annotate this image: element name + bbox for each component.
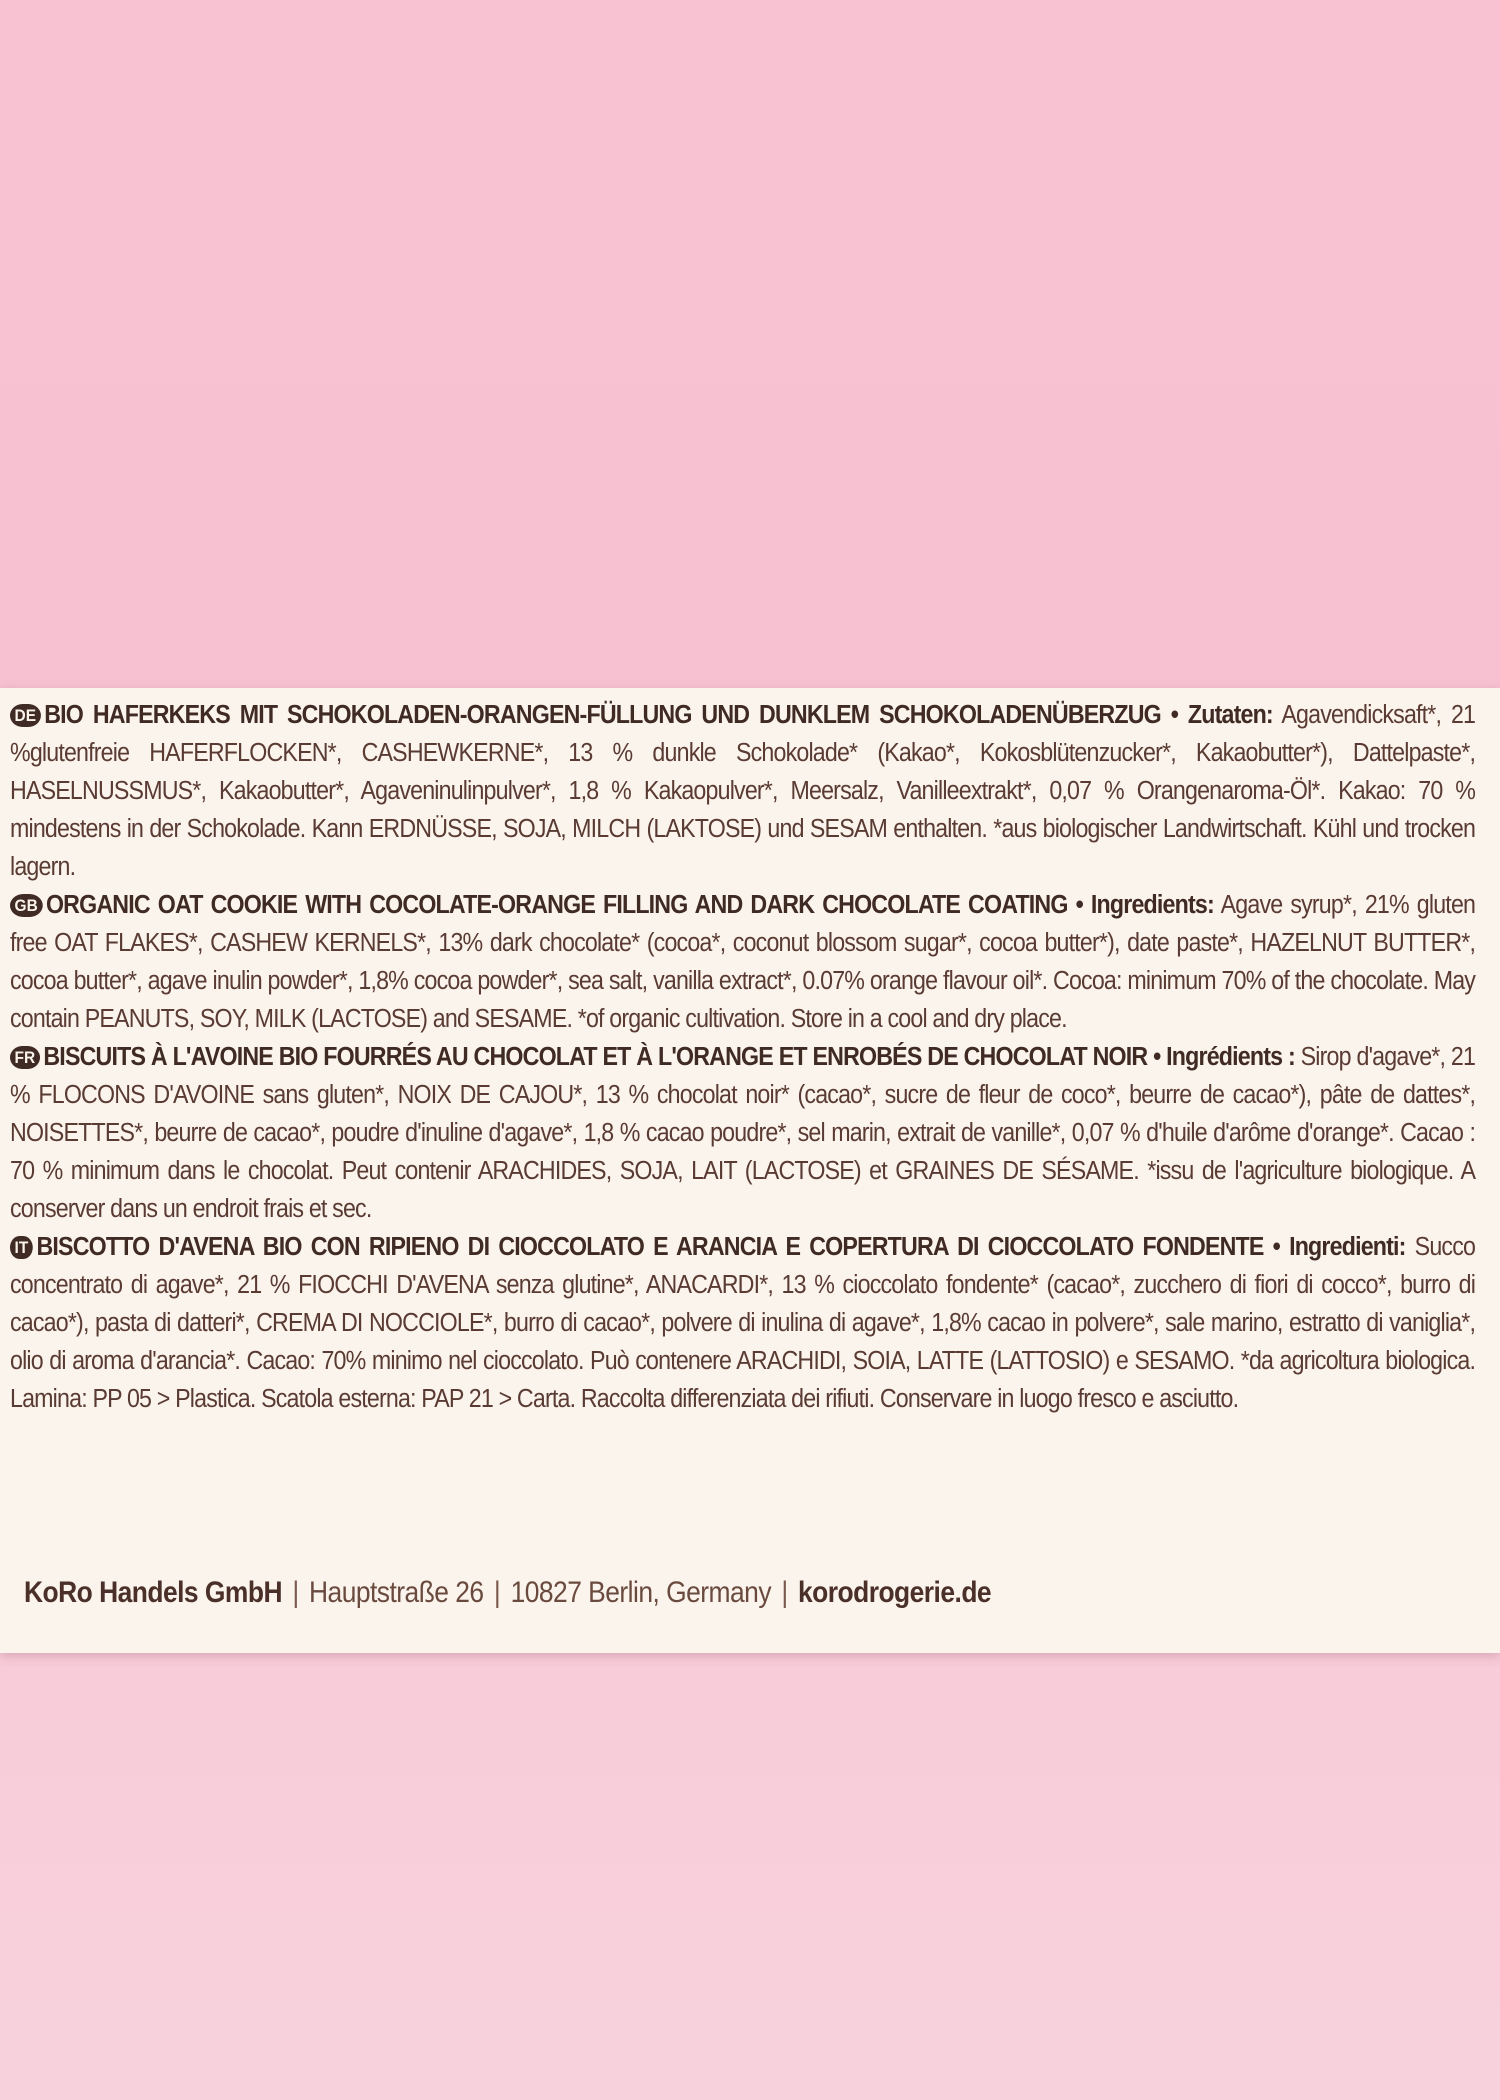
product-heading-gb: ORGANIC OAT COOKIE WITH COCOLATE-ORANGE FILLING AND DARK CHOCOLATE COATING	[45, 891, 1068, 919]
ingredients-label-it: Ingredienti:	[1289, 1233, 1406, 1261]
flag-badge-gb: GB	[10, 894, 42, 917]
ingredients-label-fr: Ingrédients :	[1166, 1043, 1295, 1071]
street-address: Hauptstraße 26	[308, 1576, 484, 1609]
product-heading-it: BISCOTTO D'AVENA BIO CON RIPIENO DI CIOCCOLATO E ARANCIA E COPERTURA DI CIOCCOLATO FONDENTE	[36, 1233, 1264, 1261]
ingredients-body-de: Agavendicksaft*, 21 %glutenfreie HAFERFLOCKEN*, CASHEWKERNE*, 13 % dunkle Schokolade* (Kakao*, Kokosblütenzucker*, Kakaobutter*), Dattelpaste*, HASELNUSSMUS*, Kakaobutter*, Agaveninulinpulver*, 1,8 % Kakaopulver*, Meersalz, Vanilleextrakt*, 0,07 % Orangenaroma-Öl*. Kakao: 70 % mindestens in der Schokolade. Kann ERDNÜSSE, SOJA, MILCH (LAKTOSE) und SESAM enthalten. *aus biologischer Landwirtschaft. Kühl und trocken lagern.	[10, 701, 1476, 881]
flag-badge-de: DE	[10, 704, 41, 727]
company-footer	[24, 1576, 991, 1610]
ingredients-body-fr: Sirop d'agave*, 21 % FLOCONS D'AVOINE sans gluten*, NOIX DE CAJOU*, 13 % chocolat noir* (cacao*, sucre de fleur de coco*, beurre de cacao*), pâte de dattes*, NOISETTES*, beurre de cacao*, poudre d'inuline d'agave*, 1,8 % cacao poudre*, sel marin, extrait de vanille*, 0,07 % d'huile d'arôme d'orange*. Cacao : 70 % minimum dans le chocolat. Peut contenir ARACHIDES, SOJA, LAIT (LACTOSE) et GRAINES DE SÉSAME. *issu de l'agriculture biologique. A conserver dans un endroit frais et sec.	[10, 1043, 1476, 1223]
company-name: KoRo Handels GmbH	[24, 1576, 282, 1609]
divider: |	[781, 1576, 788, 1609]
flag-badge-it: IT	[10, 1236, 33, 1259]
section-gb	[10, 886, 1475, 1038]
ingredients-label-gb: Ingredients:	[1090, 891, 1214, 919]
separator: •	[1170, 701, 1179, 729]
product-heading-de: BIO HAFERKEKS MIT SCHOKOLADEN-ORANGEN-FÜLLUNG UND DUNKLEM SCHOKOLADENÜBERZUG	[44, 701, 1161, 729]
divider: |	[292, 1576, 299, 1609]
divider: |	[493, 1576, 501, 1609]
ingredient-text-block	[10, 696, 1475, 1418]
ingredients-body-gb: Agave syrup*, 21% gluten free OAT FLAKES*, CASHEW KERNELS*, 13% dark chocolate* (cocoa*, coconut blossom sugar*, cocoa butter*), date paste*, HAZELNUT BUTTER*, cocoa butter*, agave inulin powder*, 1,8% cocoa powder*, sea salt, vanilla extract*, 0.07% orange flavour oil*. Cocoa: minimum 70% of the chocolate. May contain PEANUTS, SOY, MILK (LACTOSE) and SESAME. *of organic cultivation. Store in a cool and dry place.	[10, 891, 1476, 1033]
section-de	[10, 696, 1475, 886]
website-link[interactable]: korodrogerie.de	[798, 1576, 992, 1609]
section-fr	[10, 1038, 1475, 1228]
ingredients-label-de: Zutaten:	[1187, 701, 1273, 729]
separator: •	[1153, 1043, 1161, 1071]
ingredient-label	[0, 688, 1500, 1653]
city-address: 10827 Berlin, Germany	[510, 1576, 771, 1609]
product-heading-fr: BISCUITS À L'AVOINE BIO FOURRÉS AU CHOCOLAT ET À L'ORANGE ET ENROBÉS DE CHOCOLAT NOIR	[43, 1043, 1148, 1071]
separator: •	[1075, 891, 1083, 919]
flag-badge-fr: FR	[10, 1046, 40, 1069]
separator: •	[1272, 1233, 1280, 1261]
ingredients-body-it: Succo concentrato di agave*, 21 % FIOCCHI D'AVENA senza glutine*, ANACARDI*, 13 % cioccolato fondente* (cacao*, zucchero di fiori di cocco*, burro di cacao*), pasta di datteri*, CREMA DI NOCCIOLE*, burro di cacao*, polvere di inulina di agave*, 1,8% cacao in polvere*, sale marino, estratto di vaniglia*, olio di aroma d'arancia*. Cacao: 70% minimo nel cioccolato. Può contenere ARACHIDI, SOIA, LATTE (LATTOSIO) e SESAMO. *da agricoltura biologica. Lamina: PP 05 > Plastica. Scatola esterna: PAP 21 > Carta. Raccolta differenziata dei rifiuti. Conservare in luogo fresco e asciutto.	[10, 1233, 1476, 1413]
section-it	[10, 1228, 1475, 1418]
